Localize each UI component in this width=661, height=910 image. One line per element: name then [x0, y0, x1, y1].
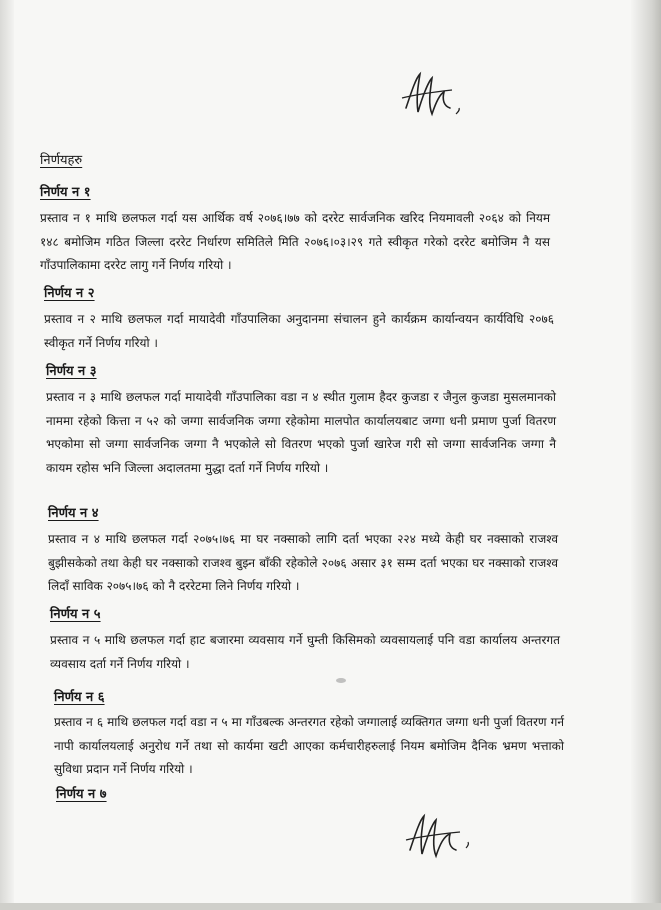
- decision-4-text: प्रस्ताव न ४ माथि छलफल गर्दा २०७५।७६ मा घर नक्साको लागि दर्ता भएका २२४ मध्ये केही घर नक्साको राजश्व बुझीसकेको तथा केही घर नक्साको राजश्व बुझ्न बाँकी रहेकोले २०७६ असार ३१ सम्म दर्ता भएका घर नक्साको राजश्व लिदाँ साविक २०७५।७६ को नै दररेटमा लिने निर्णय गरियो ।: [48, 532, 558, 593]
- decision-6-heading: निर्णय न ६: [54, 690, 105, 705]
- page-left-shadow: [0, 0, 14, 910]
- page-right-shadow: [631, 0, 661, 910]
- decision-3-heading: निर्णय न ३: [46, 364, 97, 379]
- decision-1-heading: निर्णय न १: [40, 185, 91, 200]
- decision-2-heading: निर्णय न २: [44, 286, 95, 301]
- signature-top: [398, 68, 468, 124]
- ink-smudge: [336, 678, 346, 683]
- decision-5-heading: निर्णय न ५: [50, 607, 101, 622]
- decision-7-heading: निर्णय न ७: [56, 787, 107, 802]
- section-title: निर्णयहरु: [40, 153, 83, 168]
- decision-2-text: प्रस्ताव न २ माथि छलफल गर्दा मायादेवी गाँउपालिका अनुदानमा संचालन हुने कार्यक्रम कार्यान्वयन कार्यविधि २०७६ स्वीकृत गर्ने निर्णय गरियो ।: [44, 312, 554, 350]
- signature-bottom: [402, 808, 476, 866]
- decision-1-text: प्रस्ताव न १ माथि छलफल गर्दा यस आर्थिक वर्ष २०७६।७७ को दररेट सार्वजनिक खरिद नियमावली २०६४ को नियम १४८ बमोजिम गठित जिल्ला दररेट निर्धारण समितिले मिति २०७६।०३।२९ गते स्वीकृत गरेको दररेट बमोजिम नै यस गाँउपालिकामा दररेट लागु गर्ने निर्णय गरियो ।: [40, 211, 550, 272]
- decision-6-text: प्रस्ताव न ६ माथि छलफल गर्दा वडा न ५ मा गाँउबल्क अन्तरगत रहेको जग्गालाई व्यक्तिगत जग्गा धनी पुर्जा वितरण गर्न नापी कार्यालयलाई अनुरोध गर्ने तथा सो कार्यमा खटी आएका कर्मचारीहरुलाई नियम बमोजिम दैनिक भ्रमण भत्ताको सुविधा प्रदान गर्ने निर्णय गरियो ।: [54, 715, 564, 776]
- decision-4-heading: निर्णय न ४: [48, 506, 99, 521]
- page-bottom-edge: [0, 903, 661, 910]
- decision-5-text: प्रस्ताव न ५ माथि छलफल गर्दा हाट बजारमा व्यवसाय गर्ने घुम्ती किसिमको व्यवसायलाई पनि वडा कार्यालय अन्तरगत व्यवसाय दर्ता गर्ने निर्णय गरियो ।: [50, 633, 560, 671]
- decision-3-text: प्रस्ताव न ३ माथि छलफल गर्दा मायादेवी गाँउपालिका वडा न ४ स्थीत गुलाम हैदर कुजडा र जैनुल कुजडा मुसलमानको नाममा रहेको कित्ता न ५२ को जग्गा सार्वजनिक जग्गा रहेकोमा मालपोत कार्यालयबाट जग्गा धनी प्रमाण पुर्जा वितरण भएकोमा सो जग्गा सार्वजनिक जग्गा नै भएकोले सो वितरण भएको पुर्जा खारेज गरी सो जग्गा सार्वजनिक जग्गा नै कायम रहोस भनि जिल्ला अदालतमा मुद्धा दर्ता गर्ने निर्णय गरियो ।: [46, 390, 556, 475]
